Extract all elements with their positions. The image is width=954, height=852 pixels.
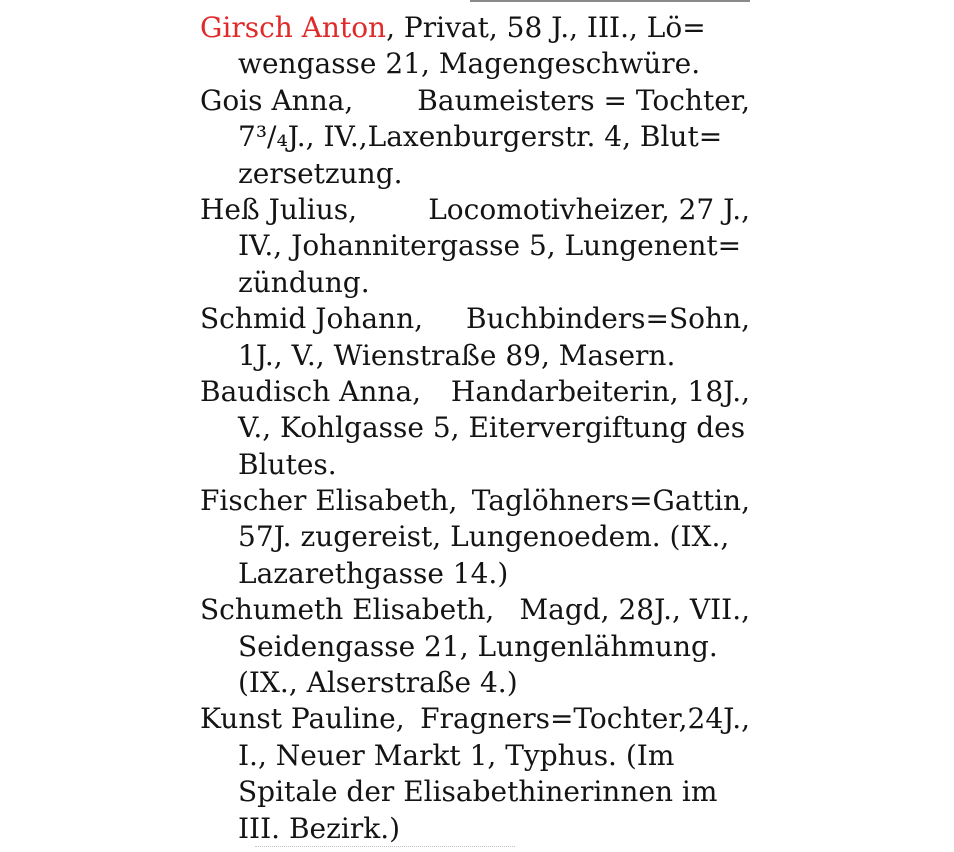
entry-text: Buchbinders=Sohn, <box>466 302 750 336</box>
entry-text: Fragners=Tochter,24J., <box>420 702 750 736</box>
register-entry <box>200 374 750 483</box>
entry-line: 7³/₄J., IV.,Laxenburgerstr. 4, Blut= <box>238 120 723 154</box>
entry-text: Locomotivheizer, 27 J., <box>428 192 750 226</box>
highlighted-name: Girsch Anton <box>200 11 387 44</box>
entry-line: 57J. zugereist, Lungenoedem. (IX., <box>238 520 730 554</box>
top-rule <box>470 0 750 5</box>
entry-line: Blutes. <box>238 447 337 481</box>
entry-line: I., Neuer Markt 1, Typhus. (Im <box>238 738 675 772</box>
register-entry <box>200 192 750 301</box>
entry-text: , Privat, 58 J., III., Lö= <box>386 11 706 44</box>
entry-line <box>200 83 750 119</box>
entry-line: Spitale der Elisabethinerinnen im <box>238 775 718 809</box>
register-entry <box>200 701 750 847</box>
death-register-column <box>200 10 750 847</box>
entry-line <box>200 483 750 519</box>
entry-line: 1J., V., Wienstraße 89, Masern. <box>238 338 676 372</box>
entry-line: III. Bezirk.) <box>238 811 401 845</box>
entry-name: Schmid Johann, <box>200 302 424 336</box>
entry-line: zersetzung. <box>238 156 403 190</box>
entry-line <box>200 10 750 46</box>
entry-name: Heß Julius, <box>200 192 358 226</box>
entry-line: V., Kohlgasse 5, Eitervergiftung des <box>238 411 746 445</box>
entry-name: Gois Anna, <box>200 83 354 117</box>
entry-text: Baumeisters = Tochter, <box>417 83 750 117</box>
entry-line <box>200 701 750 737</box>
entry-line <box>200 301 750 337</box>
register-entry <box>200 483 750 592</box>
entry-name: Kunst Pauline, <box>200 702 405 736</box>
entry-line <box>200 192 750 228</box>
register-entry <box>200 83 750 192</box>
entry-line <box>200 374 750 410</box>
entry-line: wengasse 21, Magengeschwüre. <box>238 47 701 81</box>
register-entry <box>200 10 750 83</box>
entry-line: (IX., Alserstraße 4.) <box>238 666 518 700</box>
entry-name: Fischer Elisabeth, <box>200 484 458 518</box>
entry-text: Taglöhners=Gattin, <box>471 484 750 518</box>
register-entry <box>200 592 750 701</box>
entry-name: Baudisch Anna, <box>200 374 422 408</box>
entry-line: Lazarethgasse 14.) <box>238 556 509 590</box>
entry-line: Seidengasse 21, Lungenlähmung. <box>238 629 718 663</box>
bottom-rule <box>255 846 515 849</box>
register-entry <box>200 301 750 374</box>
entry-name: Schumeth Elisabeth, <box>200 593 495 627</box>
entry-text: Handarbeiterin, 18J., <box>450 374 750 408</box>
entry-line <box>200 592 750 628</box>
entry-text: Magd, 28J., VII., <box>519 593 750 627</box>
entry-line: zündung. <box>238 265 370 299</box>
entry-line: IV., Johannitergasse 5, Lungenent= <box>238 229 742 263</box>
